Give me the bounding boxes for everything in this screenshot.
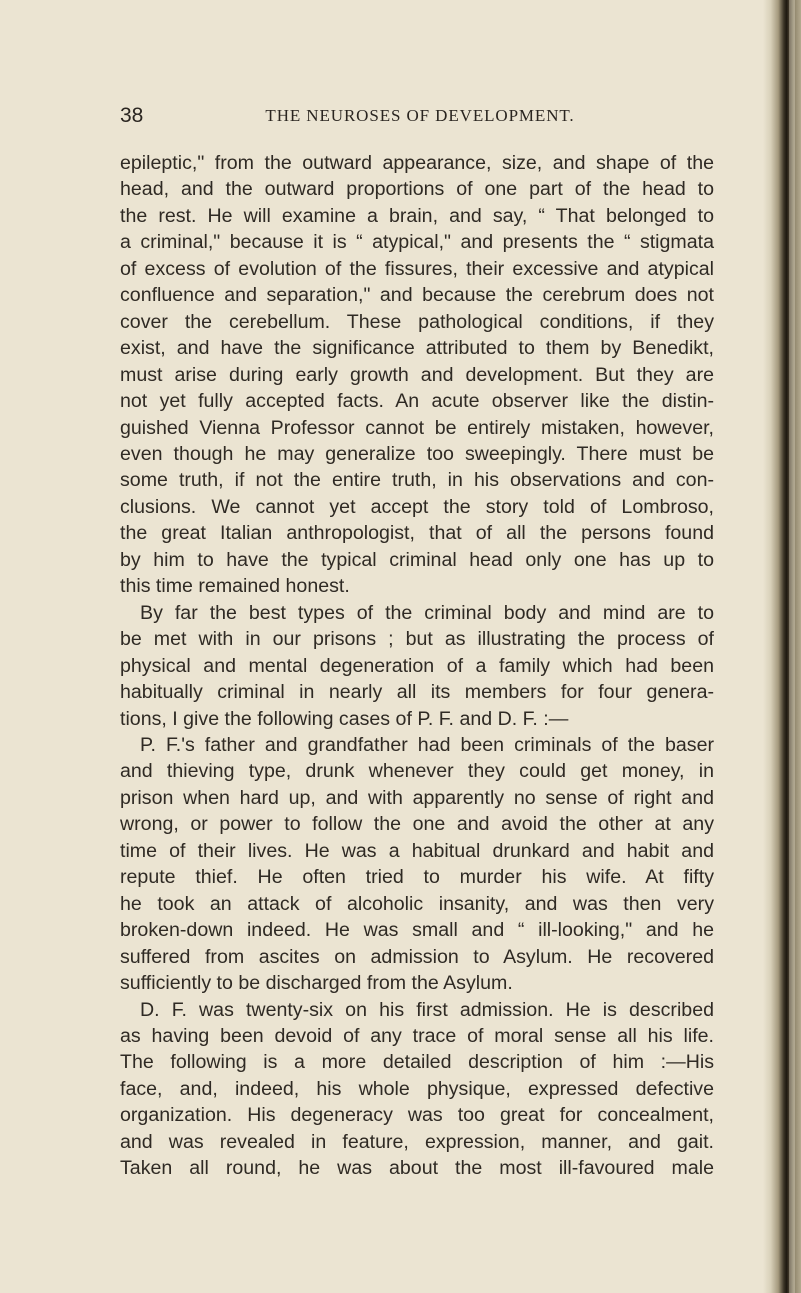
page-header [120, 104, 720, 132]
text-line: prison when hard up, and with apparently no sense of right and [120, 786, 714, 809]
text-line: of excess of evolution of the fissures, their excessive and atypical [120, 257, 714, 280]
text-line: even though he may generalize too sweepingly. There must be [120, 442, 714, 465]
text-line: head, and the outward proportions of one part of the head to [120, 178, 714, 201]
text-line: epileptic," from the outward appearance, size, and shape of the [120, 152, 714, 174]
text-line: a criminal," because it is “ atypical," and presents the “ stigmata [120, 231, 714, 254]
page-gutter-shadow [763, 0, 801, 1293]
text-line: wrong, or power to follow the one and avoid the other at any [120, 813, 714, 836]
text-line: habitually criminal in nearly all its members for four genera- [120, 681, 714, 704]
text-line: cover the cerebellum. These pathological conditions, if they [120, 310, 714, 333]
text-line: confluence and separation," and because the cerebrum does not [120, 284, 714, 307]
text-line: sufficiently to be discharged from the Asylum. [120, 972, 513, 995]
text-line: broken-down indeed. He was small and “ ill-looking," and he [120, 919, 714, 942]
text-line: The following is a more detailed description of him :—His [120, 1051, 714, 1074]
text-line: face, and, indeed, his whole physique, expressed defective [120, 1077, 714, 1100]
page-edge [789, 0, 795, 1293]
text-line: physical and mental degeneration of a family which had been [120, 654, 714, 677]
text-line: be met with in our prisons ; but as illustrating the process of [120, 628, 714, 651]
text-line: exist, and have the significance attributed to them by Benedikt, [120, 337, 714, 360]
text-line: by him to have the typical criminal head only one has up to [120, 548, 714, 571]
text-line: guished Vienna Professor cannot be entirely mistaken, however, [120, 416, 714, 439]
text-line: P. F.'s father and grandfather had been criminals of the baser [140, 733, 714, 756]
text-line: this time remained honest. [120, 575, 350, 598]
text-line: repute thief. He often tried to murder his wife. At fifty [120, 866, 714, 889]
text-line: By far the best types of the criminal body and mind are to [140, 601, 714, 624]
text-line: some truth, if not the entire truth, in his observations and con- [120, 469, 714, 492]
body-text [120, 150, 714, 1182]
text-line: Taken all round, he was about the most ill-favoured male [120, 1157, 714, 1180]
text-line: and was revealed in feature, expression, manner, and gait. [120, 1130, 714, 1153]
text-line: he took an attack of alcoholic insanity, and was then very [120, 892, 714, 915]
text-line: the rest. He will examine a brain, and say, “ That belonged to [120, 204, 714, 227]
text-line: D. F. was twenty-six on his first admission. He is described [140, 998, 714, 1021]
text-line: clusions. We cannot yet accept the story told of Lombroso, [120, 495, 714, 518]
text-line: tions, I give the following cases of P. F. and D. F. :— [120, 707, 569, 730]
text-line: must arise during early growth and development. But they are [120, 363, 714, 386]
running-head: THE NEUROSES OF DEVELOPMENT. [265, 106, 575, 125]
text-line: the great Italian anthropologist, that of all the persons found [120, 522, 714, 545]
text-line: time of their lives. He was a habitual drunkard and habit and [120, 839, 714, 862]
page-number: 38 [120, 104, 144, 127]
text-line: not yet fully accepted facts. An acute observer like the distin- [120, 390, 714, 413]
text-line: organization. His degeneracy was too great for concealment, [120, 1104, 714, 1127]
text-line: as having been devoid of any trace of moral sense all his life. [120, 1024, 714, 1047]
text-line: suffered from ascites on admission to Asylum. He recovered [120, 945, 714, 968]
text-line: and thieving type, drunk whenever they could get money, in [120, 760, 714, 783]
